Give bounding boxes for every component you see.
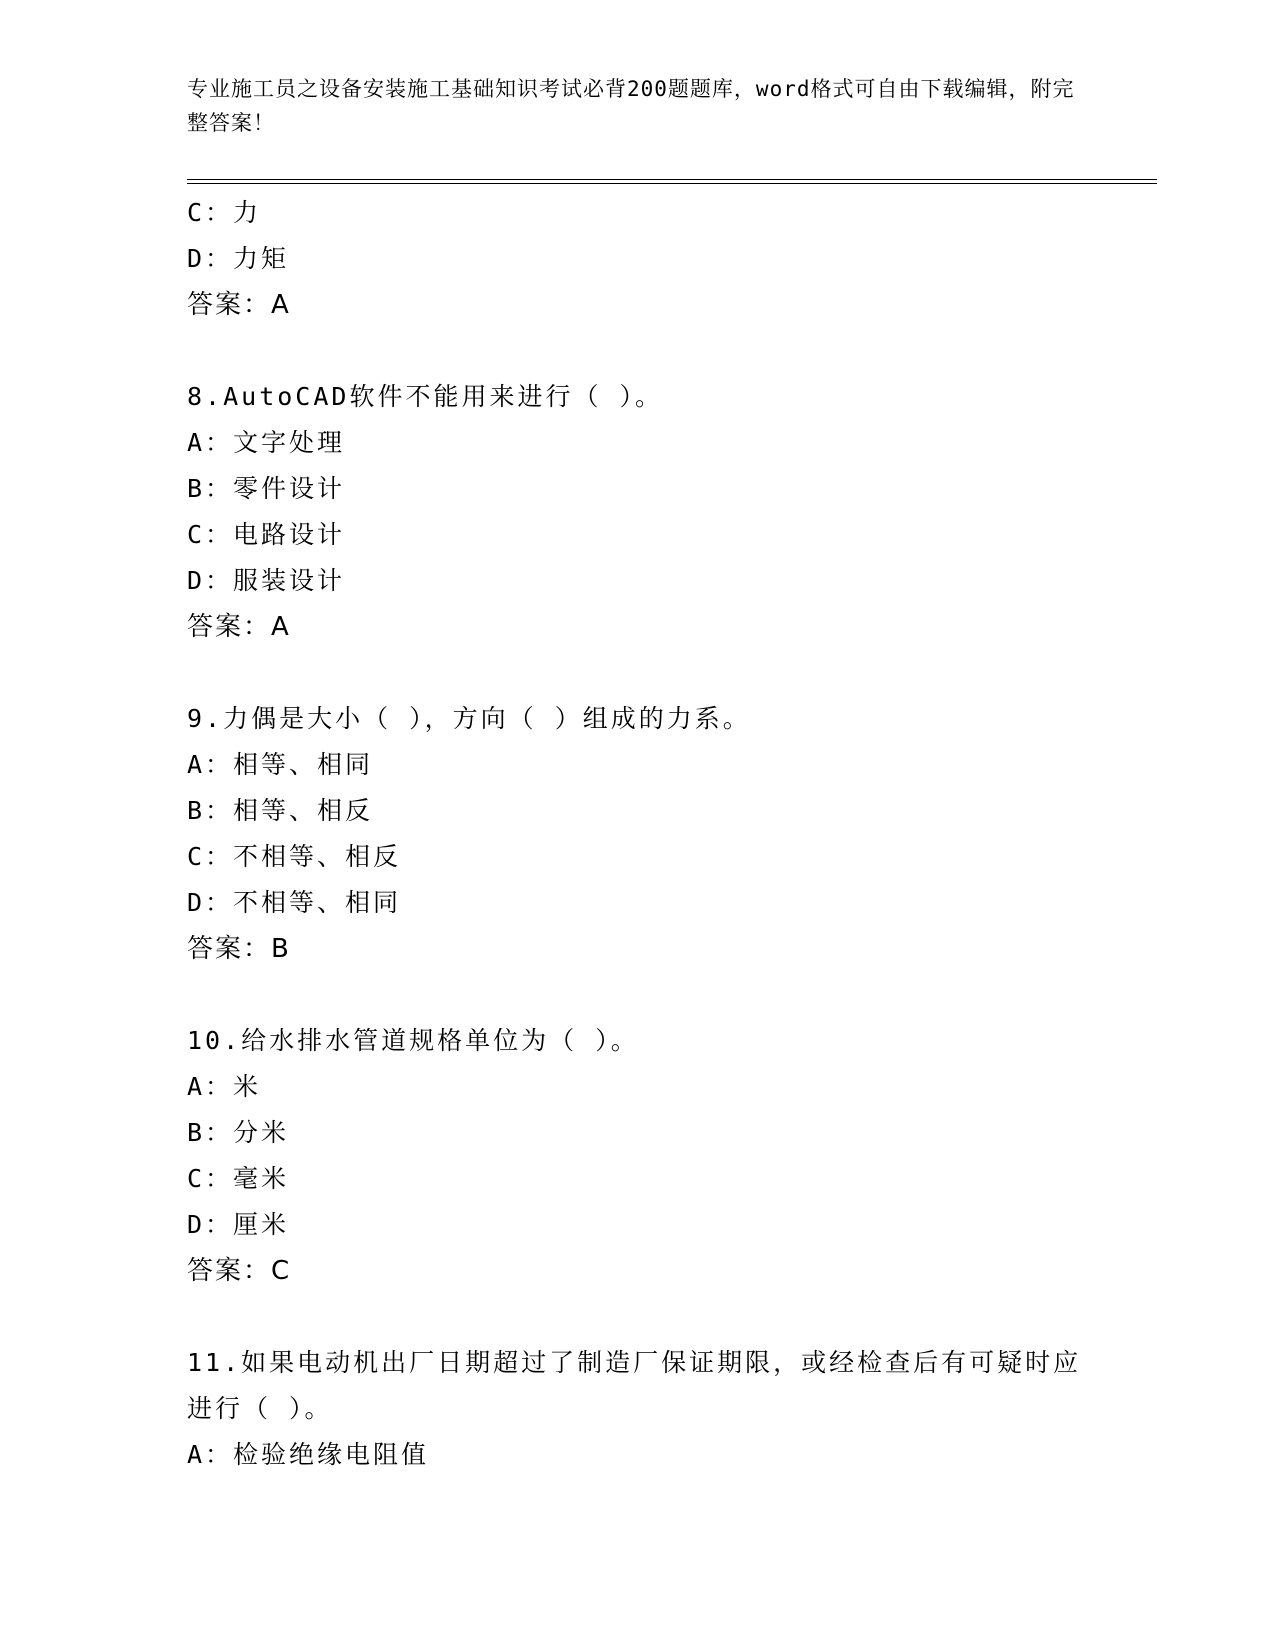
question-spacer: [187, 650, 1087, 696]
question-10-answer: 答案：C: [187, 1256, 292, 1286]
question-11-text: 11.如果电动机出厂日期超过了制造厂保证期限，或经检查后有可疑时应进行（ ）。: [187, 1348, 1082, 1423]
question-8-option-d: D：服装设计: [187, 566, 346, 595]
option-c: C：力: [187, 198, 262, 227]
question-9-option-d: D：不相等、相同: [187, 888, 402, 917]
question-8-option-c: C：电路设计: [187, 520, 346, 549]
question-10-option-d: D：厘米: [187, 1210, 290, 1239]
question-9-option-a: A：相等、相同: [187, 750, 374, 779]
question-8-option-a: A：文字处理: [187, 428, 346, 457]
question-10-option-a: A：米: [187, 1072, 262, 1101]
document-header: 专业施工员之设备安装施工基础知识考试必背200题题库，word格式可自由下载编辑，附完整答案！: [187, 77, 1075, 135]
question-10-option-b: B：分米: [187, 1118, 290, 1147]
header-divider-bottom: [187, 183, 1157, 184]
question-11-option-a: A：检验绝缘电阻值: [187, 1440, 430, 1469]
question-spacer: [187, 328, 1087, 374]
question-10-text: 10.给水排水管道规格单位为（ ）。: [187, 1026, 639, 1055]
question-9-text: 9.力偶是大小（ ），方向（ ）组成的力系。: [187, 704, 751, 733]
question-8-answer: 答案：A: [187, 612, 291, 642]
question-10-option-c: C：毫米: [187, 1164, 290, 1193]
header-divider-top: [187, 179, 1157, 180]
answer-line: 答案：A: [187, 290, 291, 320]
question-spacer: [187, 972, 1087, 1018]
option-d: D：力矩: [187, 244, 290, 273]
question-9-option-b: B：相等、相反: [187, 796, 374, 825]
question-8-option-b: B：零件设计: [187, 474, 346, 503]
question-spacer: [187, 1294, 1087, 1340]
question-list: [187, 190, 1087, 1478]
question-9-option-c: C：不相等、相反: [187, 842, 402, 871]
question-8-text: 8.AutoCAD软件不能用来进行（ ）。: [187, 382, 664, 411]
question-9-answer: 答案：B: [187, 934, 291, 964]
